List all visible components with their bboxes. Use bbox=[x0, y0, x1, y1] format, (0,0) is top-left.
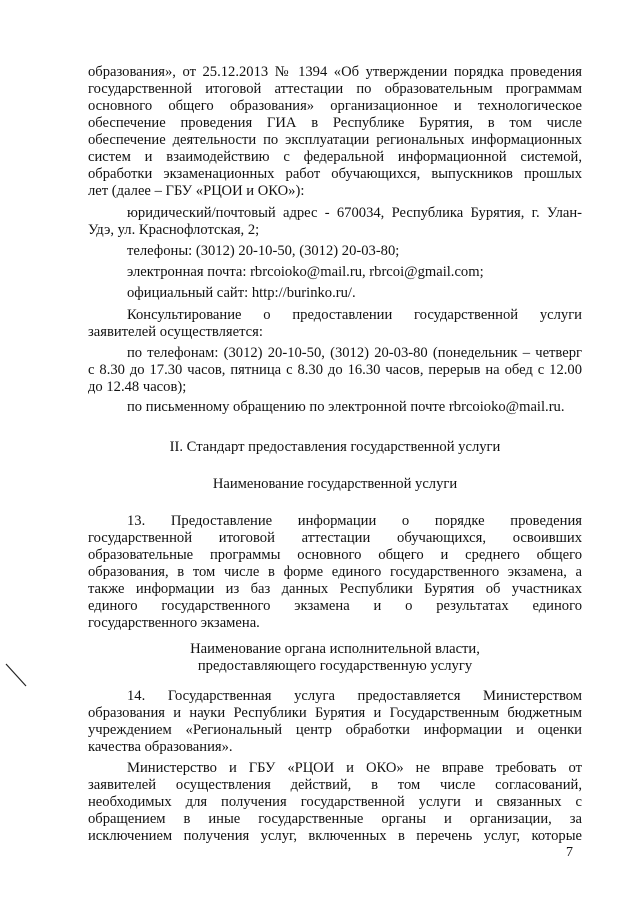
text-line: с 8.30 до 17.30 часов, пятница с 8.30 до 16.30 часов, перерыв на обед с 12.00 bbox=[88, 362, 582, 378]
text-line: качества образования». bbox=[88, 739, 233, 755]
text-line: юридический/почтовый адрес - 670034, Республика Бурятия, г. Улан- bbox=[127, 205, 582, 221]
text-line: обращением в иные государственные органы и организации, за bbox=[88, 811, 582, 827]
text-line: телефоны: (3012) 20-10-50, (3012) 20-03-80; bbox=[127, 243, 400, 259]
text-line: заявителей осуществляется: bbox=[88, 324, 263, 340]
text-line: государственного экзамена. bbox=[88, 615, 260, 631]
text-line: также информации из баз данных Республики Бурятия об участниках bbox=[88, 581, 582, 597]
text-line: образования», от 25.12.2013 № 1394 «Об утверждении порядка проведения bbox=[88, 64, 582, 80]
text-line: основного общего образования» организационное и технологическое bbox=[88, 98, 582, 114]
text-line: обеспечение деятельности по эксплуатации региональных информационных bbox=[88, 132, 582, 148]
subsection-heading: Наименование государственной услуги bbox=[212, 476, 458, 492]
text-line: учреждением «Региональный центр обработки информации и оценки bbox=[88, 722, 582, 738]
text-line: по телефонам: (3012) 20-10-50, (3012) 20-03-80 (понедельник – четверг bbox=[127, 345, 582, 361]
subsection-heading: Наименование органа исполнительной власти, bbox=[190, 641, 480, 657]
text-line: Удэ, ул. Краснофлотская, 2; bbox=[88, 222, 260, 238]
text-line: исключением получения услуг, включенных в перечень услуг, которые bbox=[88, 828, 582, 844]
text-line: единого государственного экзамена и о результатах единого bbox=[88, 598, 582, 614]
text-line: электронная почта: rbrcoioko@mail.ru, rbrcoi@gmail.com; bbox=[127, 264, 484, 280]
text-line: обеспечение проведения ГИА в Республике Бурятия, в том числе bbox=[88, 115, 582, 131]
text-line: лет (далее – ГБУ «РЦОИ и ОКО»): bbox=[88, 183, 305, 199]
text-line: до 12.48 часов); bbox=[88, 379, 187, 395]
text-line: 14. Государственная услуга предоставляется Министерством bbox=[127, 688, 582, 704]
page-number: 7 bbox=[566, 845, 573, 860]
pen-stroke-mark bbox=[4, 662, 30, 690]
text-line: государственной итоговой аттестации обучающихся, освоивших bbox=[88, 530, 582, 546]
text-line: необходимых для получения государственной услуги и связанных с bbox=[88, 794, 582, 810]
text-line: образования, в том числе в форме единого государственного экзамена, а bbox=[88, 564, 582, 580]
text-line: образовательные программы основного общего и среднего общего bbox=[88, 547, 582, 563]
text-line: по письменному обращению по электронной почте rbrcoioko@mail.ru. bbox=[127, 399, 565, 415]
subsection-heading: предоставляющего государственную услугу bbox=[197, 658, 473, 674]
text-line: систем и взаимодействию с федеральной информационной системой, bbox=[88, 149, 582, 165]
text-line: 13. Предоставление информации о порядке проведения bbox=[127, 513, 582, 529]
text-line: Консультирование о предоставлении государственной услуги bbox=[127, 307, 582, 323]
text-line: заявителей осуществления действий, в том числе согласований, bbox=[88, 777, 582, 793]
text-line: образования и науки Республики Бурятия и Государственным бюджетным bbox=[88, 705, 582, 721]
text-line: Министерство и ГБУ «РЦОИ и ОКО» не вправе требовать от bbox=[127, 760, 582, 776]
text-line: обработки экзаменационных работ обучающихся, выпускников прошлых bbox=[88, 166, 582, 182]
text-line: государственной итоговой аттестации по образовательным программам bbox=[88, 81, 582, 97]
section-heading: II. Стандарт предоставления государственной услуги bbox=[169, 439, 501, 455]
text-line: официальный сайт: http://burinko.ru/. bbox=[127, 285, 356, 301]
